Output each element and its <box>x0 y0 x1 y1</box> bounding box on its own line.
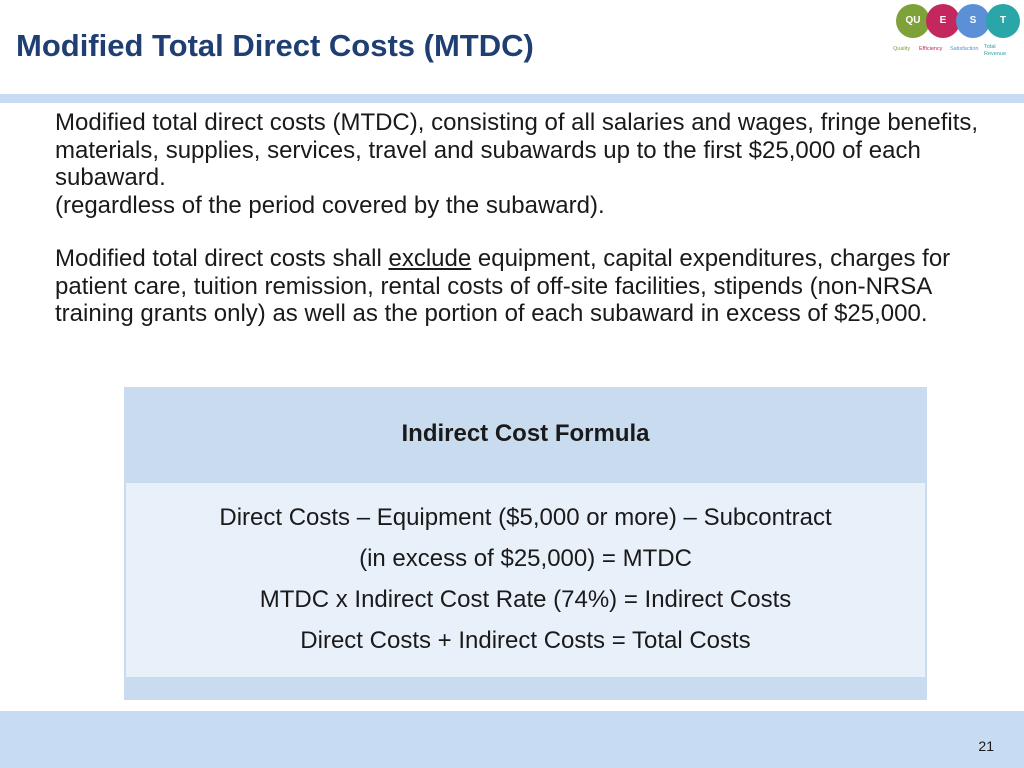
logo-circle-s: S <box>956 4 990 38</box>
logo-circle-e: E <box>926 4 960 38</box>
formula-line-3: MTDC x Indirect Cost Rate (74%) = Indirect Costs <box>259 586 792 613</box>
formula-line-2: (in excess of $25,000) = MTDC <box>359 545 692 572</box>
exclusion-text-lead: Modified total direct costs shall <box>55 245 389 272</box>
header-band <box>0 94 1024 103</box>
mtdc-definition-text: Modified total direct costs (MTDC), consisting of all salaries and wages, fringe benefits, materials, supplies, services, travel and subawards up to the first $25,000 of each subaward. <box>55 109 979 191</box>
formula-line-4: Direct Costs + Indirect Costs = Total Costs <box>300 627 751 654</box>
formula-heading: Indirect Cost Formula <box>401 419 650 447</box>
footer-band <box>0 711 1024 768</box>
slide-title: Modified Total Direct Costs (MTDC) <box>16 28 534 63</box>
formula-lines <box>124 497 927 661</box>
formula-line-1: Direct Costs – Equipment ($5,000 or more) – Subcontract <box>219 504 832 531</box>
logo-caption-satisfaction: Satisfaction <box>950 46 979 52</box>
exclusion-text-rest: equipment, capital expenditures, charges for patient care, tuition remission, rental costs of off-site facilities, stipends (non-NRSA training grants only) as well as the portion of each subaward in excess of $25,000. <box>55 245 951 327</box>
indirect-cost-formula-table <box>124 387 927 700</box>
logo-circle-qu: QU <box>896 4 930 38</box>
mtdc-definition-note: (regardless of the period covered by the subaward). <box>55 191 605 219</box>
quest-logo <box>888 4 1016 62</box>
logo-caption-revenue: Revenue <box>984 51 1007 57</box>
logo-circle-t: T <box>986 4 1020 38</box>
logo-caption-total: Total <box>984 44 996 50</box>
logo-caption-efficiency: Efficiency <box>919 46 943 52</box>
logo-caption-quality: Quality <box>893 46 911 52</box>
exclude-underlined-word: exclude <box>388 245 472 272</box>
mtdc-exclusion-paragraph <box>55 245 985 328</box>
page-number: 21 <box>978 738 994 754</box>
mtdc-definition-paragraph <box>55 109 985 219</box>
